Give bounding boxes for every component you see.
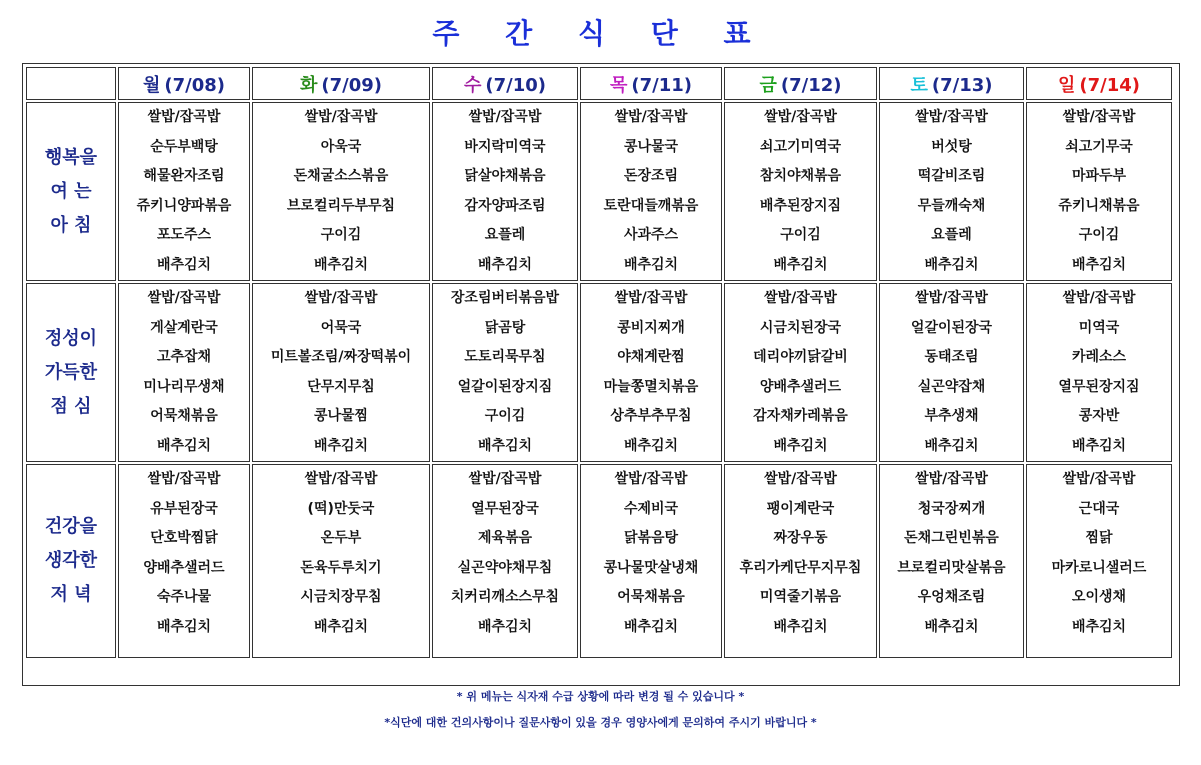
menu-item: 배추김치 (773, 256, 828, 273)
menu-item: 장조림버터볶음밥 (450, 290, 560, 306)
day-char: 일 (1058, 74, 1076, 96)
menu-cell (1026, 283, 1172, 462)
inquiry-notice-text: *식단에 대한 건의사항이나 질문사항이 있을 경우 영양사에게 문의하여 주시기 바랍니다 * (384, 716, 817, 729)
menu-cell (879, 464, 1024, 658)
menu-cell (252, 102, 430, 281)
menu-item: 구이김 (1078, 227, 1120, 243)
header-row (26, 67, 1172, 100)
day-char: 토 (910, 74, 928, 96)
menu-cell (432, 464, 578, 658)
menu-cell (580, 464, 722, 658)
menu-item: 미역국 (1078, 319, 1120, 336)
menu-item: 배추김치 (924, 256, 979, 273)
day-header (879, 67, 1024, 100)
menu-item: 구이김 (320, 227, 362, 243)
menu-item: 배추김치 (623, 618, 679, 635)
menu-item: 오이생채 (1071, 589, 1127, 605)
menu-cell (252, 464, 430, 658)
menu-item: 배추김치 (1071, 618, 1127, 635)
menu-item: 미역줄기볶음 (759, 589, 842, 605)
menu-item: 토란대들깨볶음 (603, 197, 699, 214)
menu-item: 미나리무생채 (143, 378, 225, 395)
menu-item: 배추김치 (773, 618, 828, 635)
menu-item: 어묵국 (320, 319, 362, 336)
menu-item: 배추김치 (623, 256, 679, 273)
menu-item: 콩나물맛살냉채 (603, 559, 699, 576)
menu-item: 실곤약야채무침 (457, 559, 553, 576)
menu-item: 배추김치 (313, 618, 369, 635)
menu-cell (1026, 464, 1172, 658)
menu-item: 제육볶음 (477, 530, 533, 546)
meal-row (26, 283, 1172, 462)
menu-cell (879, 102, 1024, 281)
menu-item: 돈채굴소스볶음 (293, 168, 389, 184)
day-date: (7/14) (1079, 74, 1140, 96)
menu-item: 찜닭 (1085, 530, 1113, 546)
menu-item: 마늘쫑멸치볶음 (603, 378, 699, 395)
menu-item: (떡)만둣국 (307, 500, 375, 517)
menu-item: 청국장찌개 (917, 500, 986, 517)
menu-item: 양배추샐러드 (759, 378, 842, 395)
menu-item: 쌀밥/잡곡밥 (147, 471, 221, 487)
menu-item: 배추김치 (156, 618, 212, 635)
day-header (580, 67, 722, 100)
day-char: 목 (610, 74, 628, 96)
menu-cell (580, 102, 722, 281)
menu-item: 구이김 (484, 408, 526, 424)
meal-label-line: 아 침 (50, 214, 92, 236)
menu-item: 포도주스 (156, 227, 212, 243)
menu-item: 콩나물찜 (313, 408, 369, 424)
meal-label (26, 464, 116, 658)
menu-item: 쌀밥/잡곡밥 (1062, 290, 1136, 306)
page-title: 주 간 식 단 표 (432, 17, 769, 50)
menu-item: 배추김치 (156, 256, 212, 273)
menu-item: 쌀밥/잡곡밥 (304, 290, 378, 306)
menu-item: 닭볶음탕 (623, 530, 679, 546)
menu-item: 열무된장지짐 (1058, 378, 1140, 395)
menu-item: 버섯탕 (931, 138, 972, 155)
menu-item: 쌀밥/잡곡밥 (468, 471, 542, 487)
menu-cell (724, 283, 877, 462)
day-char: 화 (300, 74, 318, 96)
day-date: (7/12) (780, 74, 842, 96)
menu-cell (580, 283, 722, 462)
menu-item: 쇠고기무국 (1065, 138, 1133, 155)
day-date: (7/08) (164, 74, 225, 96)
menu-item: 마카로니샐러드 (1051, 559, 1147, 576)
menu-item: 사과주스 (623, 227, 679, 243)
menu-item: 단호박찜닭 (150, 530, 218, 546)
menu-item: 동태조림 (924, 349, 979, 365)
menu-item: 도토리묵무침 (464, 349, 546, 365)
menu-item: 온두부 (320, 530, 362, 546)
meal-row (26, 464, 1172, 658)
day-date: (7/09) (321, 74, 382, 96)
menu-item: 미트볼조림/짜장떡볶이 (270, 349, 412, 365)
meal-label-line: 건강을 (44, 516, 98, 537)
menu-item: 배추김치 (623, 437, 679, 454)
day-date: (7/10) (485, 74, 546, 96)
menu-item: 숙주나물 (156, 589, 212, 605)
day-header (118, 67, 250, 100)
menu-item: 쌀밥/잡곡밥 (1062, 471, 1136, 487)
meal-label-line: 행복을 (44, 146, 98, 168)
menu-item: 배추김치 (477, 437, 533, 454)
menu-item: 쇠고기미역국 (759, 138, 842, 155)
menu-item: 돈장조림 (623, 168, 679, 184)
menu-item: 바지락미역국 (464, 138, 546, 155)
menu-item: 아욱국 (320, 138, 362, 155)
menu-item: 브로컬리두부무침 (286, 197, 396, 214)
menu-item: 얼갈이된장지짐 (457, 378, 553, 395)
day-date: (7/11) (631, 74, 692, 96)
menu-item: 쌀밥/잡곡밥 (1062, 109, 1136, 125)
menu-item: 닭곰탕 (484, 319, 526, 336)
menu-item: 쌀밥/잡곡밥 (614, 290, 688, 306)
menu-cell (724, 102, 877, 281)
menu-item: 근대국 (1078, 500, 1120, 517)
menu-item: 시금치된장국 (759, 319, 842, 336)
menu-item: 후리가케단무지무침 (739, 559, 862, 576)
meal-label (26, 283, 116, 462)
menu-item: 쌀밥/잡곡밥 (304, 109, 378, 125)
menu-item: 우엉채조림 (917, 589, 986, 605)
menu-cell (432, 102, 578, 281)
menu-item: 참치야채볶음 (759, 168, 842, 184)
menu-item: 수제비국 (623, 500, 679, 517)
menu-item: 쌀밥/잡곡밥 (764, 471, 837, 487)
menu-cell (432, 283, 578, 462)
menu-item: 콩비지찌개 (617, 319, 685, 336)
menu-item: 쌀밥/잡곡밥 (304, 471, 378, 487)
menu-item: 요플레 (931, 227, 972, 243)
menu-cell (879, 283, 1024, 462)
menu-item: 무들깨숙채 (917, 197, 986, 214)
menu-item: 떡갈비조림 (917, 168, 986, 184)
menu-item: 얼갈이된장국 (910, 319, 993, 336)
menu-cell (118, 283, 250, 462)
menu-item: 쌀밥/잡곡밥 (614, 471, 688, 487)
menu-item: 실곤약잡채 (917, 378, 986, 395)
menu-item: 감자양파조림 (464, 197, 546, 214)
menu-item: 배추된장지짐 (759, 197, 842, 214)
day-header (432, 67, 578, 100)
menu-item: 콩나물국 (623, 138, 679, 155)
notice-text: * 위 메뉴는 식자재 수급 상황에 따라 변경 될 수 있습니다 * (456, 690, 745, 703)
menu-item: 게살계란국 (150, 319, 218, 336)
weekly-menu-table (24, 65, 1174, 660)
menu-item: 마파두부 (1071, 168, 1127, 184)
menu-item: 어묵채볶음 (150, 408, 218, 424)
menu-item: 쌀밥/잡곡밥 (764, 290, 837, 306)
meal-label-line: 정성이 (44, 327, 98, 349)
menu-item: 양배추샐러드 (143, 559, 225, 576)
menu-item: 야채계란찜 (617, 349, 685, 365)
day-date: (7/13) (931, 74, 993, 96)
meal-label-line: 점 심 (50, 395, 92, 417)
menu-item: 배추김치 (773, 437, 828, 454)
menu-item: 배추김치 (477, 256, 533, 273)
day-char: 수 (464, 74, 482, 96)
menu-item: 쌀밥/잡곡밥 (915, 471, 988, 487)
menu-item: 돈채그린빈볶음 (904, 530, 999, 546)
menu-item: 감자채카레볶음 (753, 408, 848, 424)
day-header-sunday (1026, 67, 1172, 100)
menu-item: 카레소스 (1071, 349, 1127, 365)
menu-item: 쌀밥/잡곡밥 (147, 290, 221, 306)
meal-label-line: 가득한 (44, 361, 98, 383)
menu-item: 유부된장국 (150, 500, 218, 517)
menu-item: 해물완자조림 (143, 168, 225, 184)
menu-item: 쌀밥/잡곡밥 (614, 109, 688, 125)
menu-item: 쌀밥/잡곡밥 (915, 109, 988, 125)
menu-item: 콩자반 (1078, 408, 1120, 424)
menu-item: 배추김치 (156, 437, 212, 454)
menu-item: 쌀밥/잡곡밥 (915, 290, 988, 306)
menu-item: 배추김치 (313, 256, 369, 273)
menu-item: 고추잡채 (156, 349, 212, 365)
menu-item: 쌀밥/잡곡밥 (147, 109, 221, 125)
meal-row (26, 102, 1172, 281)
menu-item: 시금치장무침 (300, 589, 382, 605)
menu-item: 쥬키니채볶음 (1058, 197, 1140, 214)
menu-item: 배추김치 (1071, 437, 1127, 454)
menu-item: 쥬키니양파볶음 (136, 197, 232, 214)
menu-item: 어묵채볶음 (617, 589, 685, 605)
menu-item: 배추김치 (924, 437, 979, 454)
menu-cell (118, 464, 250, 658)
menu-item: 배추김치 (477, 618, 533, 635)
menu-cell (118, 102, 250, 281)
menu-item: 배추김치 (924, 618, 979, 635)
menu-item: 상추부추무침 (610, 408, 692, 424)
menu-item: 요플레 (484, 227, 526, 243)
meal-label (26, 102, 116, 281)
menu-item: 열무된장국 (471, 500, 539, 517)
menu-item: 치커리깨소스무침 (450, 589, 560, 605)
menu-item: 단무지무침 (307, 378, 375, 395)
corner-cell (26, 67, 116, 100)
menu-cell (1026, 102, 1172, 281)
menu-item: 쌀밥/잡곡밥 (764, 109, 837, 125)
day-char: 월 (143, 74, 161, 96)
menu-item: 브로컬리맛살볶음 (897, 559, 1006, 576)
menu-item: 짜장우동 (773, 530, 828, 546)
meal-label-line: 생각한 (44, 550, 98, 571)
menu-item: 쌀밥/잡곡밥 (468, 109, 542, 125)
meal-label-line: 저 녁 (50, 584, 92, 605)
menu-cell (252, 283, 430, 462)
menu-item: 구이김 (780, 227, 821, 243)
day-header (724, 67, 877, 100)
menu-item: 데리야끼닭갈비 (753, 349, 848, 365)
menu-item: 돈육두루치기 (300, 559, 382, 576)
menu-cell (724, 464, 877, 658)
menu-item: 배추김치 (1071, 256, 1127, 273)
menu-item: 부추생채 (924, 408, 979, 424)
menu-item: 순두부백탕 (150, 138, 218, 155)
meal-label-line: 여 는 (50, 180, 92, 202)
day-header (252, 67, 430, 100)
menu-item: 팽이계란국 (766, 500, 835, 517)
day-char: 금 (759, 74, 777, 96)
menu-item: 배추김치 (313, 437, 369, 454)
menu-item: 닭살야채볶음 (464, 168, 546, 184)
